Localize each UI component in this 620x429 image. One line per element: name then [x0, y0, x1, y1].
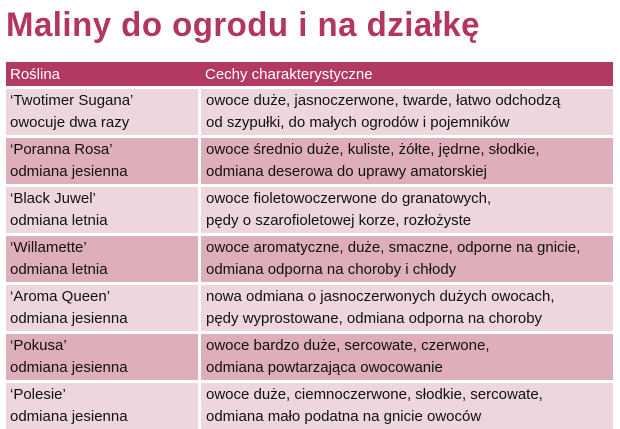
table-row — [6, 236, 613, 282]
features-line: odmiana mało podatna na gnicie owoców — [206, 408, 482, 425]
table-row — [6, 138, 613, 184]
page-title: Maliny do ogrodu i na działkę — [6, 6, 481, 44]
features-line: owoce aromatyczne, duże, smaczne, odporne na gnicie, — [206, 239, 581, 256]
varieties-table — [6, 62, 613, 429]
features-line: pędy wyprostowane, odmiana odporna na choroby — [206, 310, 543, 327]
plant-cell — [6, 285, 198, 331]
variety-name: ‘Pokusa’ — [10, 337, 67, 354]
variety-note: odmiana jesienna — [10, 359, 128, 376]
table-row — [6, 383, 613, 429]
plant-cell — [6, 138, 198, 184]
variety-note: odmiana jesienna — [10, 408, 128, 425]
features-line: owoce duże, jasnoczerwone, twarde, łatwo odchodzą — [206, 92, 561, 109]
features-line: owoce fioletowoczerwone do granatowych, — [206, 190, 492, 207]
features-cell — [201, 334, 613, 380]
features-cell — [201, 383, 613, 429]
variety-name: ‘Poranna Rosa’ — [10, 141, 113, 158]
features-cell — [201, 236, 613, 282]
table-row — [6, 334, 613, 380]
features-cell — [201, 285, 613, 331]
variety-note: odmiana jesienna — [10, 163, 128, 180]
plant-cell — [6, 236, 198, 282]
features-cell — [201, 138, 613, 184]
variety-note: owocuje dwa razy — [10, 114, 130, 131]
plant-cell — [6, 383, 198, 429]
header-plant: Roślina — [10, 65, 61, 83]
features-line: nowa odmiana o jasnoczerwonych dużych owocach, — [206, 288, 555, 305]
variety-name: ‘Twotimer Sugana’ — [10, 92, 134, 109]
variety-note: odmiana letnia — [10, 261, 108, 278]
table-header — [6, 62, 613, 86]
plant-cell — [6, 334, 198, 380]
variety-name: ‘Aroma Queen’ — [10, 288, 111, 305]
features-line: odmiana odporna na choroby i chłody — [206, 261, 457, 278]
variety-name: ‘Willamette’ — [10, 239, 87, 256]
variety-note: odmiana letnia — [10, 212, 108, 229]
variety-name: ‘Polesie’ — [10, 386, 66, 403]
features-line: odmiana deserowa do uprawy amatorskiej — [206, 163, 487, 180]
table-row — [6, 89, 613, 135]
table-row — [6, 187, 613, 233]
header-features: Cechy charakterystyczne — [205, 65, 373, 83]
variety-name: ‘Black Juwel’ — [10, 190, 96, 207]
features-line: pędy o szarofioletowej korze, rozłożyste — [206, 212, 472, 229]
features-line: od szypułki, do małych ogrodów i pojemników — [206, 114, 510, 131]
variety-note: odmiana jesienna — [10, 310, 128, 327]
features-line: owoce duże, ciemnoczerwone, słodkie, sercowate, — [206, 386, 543, 403]
table-row — [6, 285, 613, 331]
features-line: odmiana powtarzająca owocowanie — [206, 359, 443, 376]
plant-cell — [6, 89, 198, 135]
plant-cell — [6, 187, 198, 233]
features-line: owoce bardzo duże, sercowate, czerwone, — [206, 337, 490, 354]
features-line: owoce średnio duże, kuliste, żółte, jędrne, słodkie, — [206, 141, 540, 158]
features-cell — [201, 187, 613, 233]
features-cell — [201, 89, 613, 135]
